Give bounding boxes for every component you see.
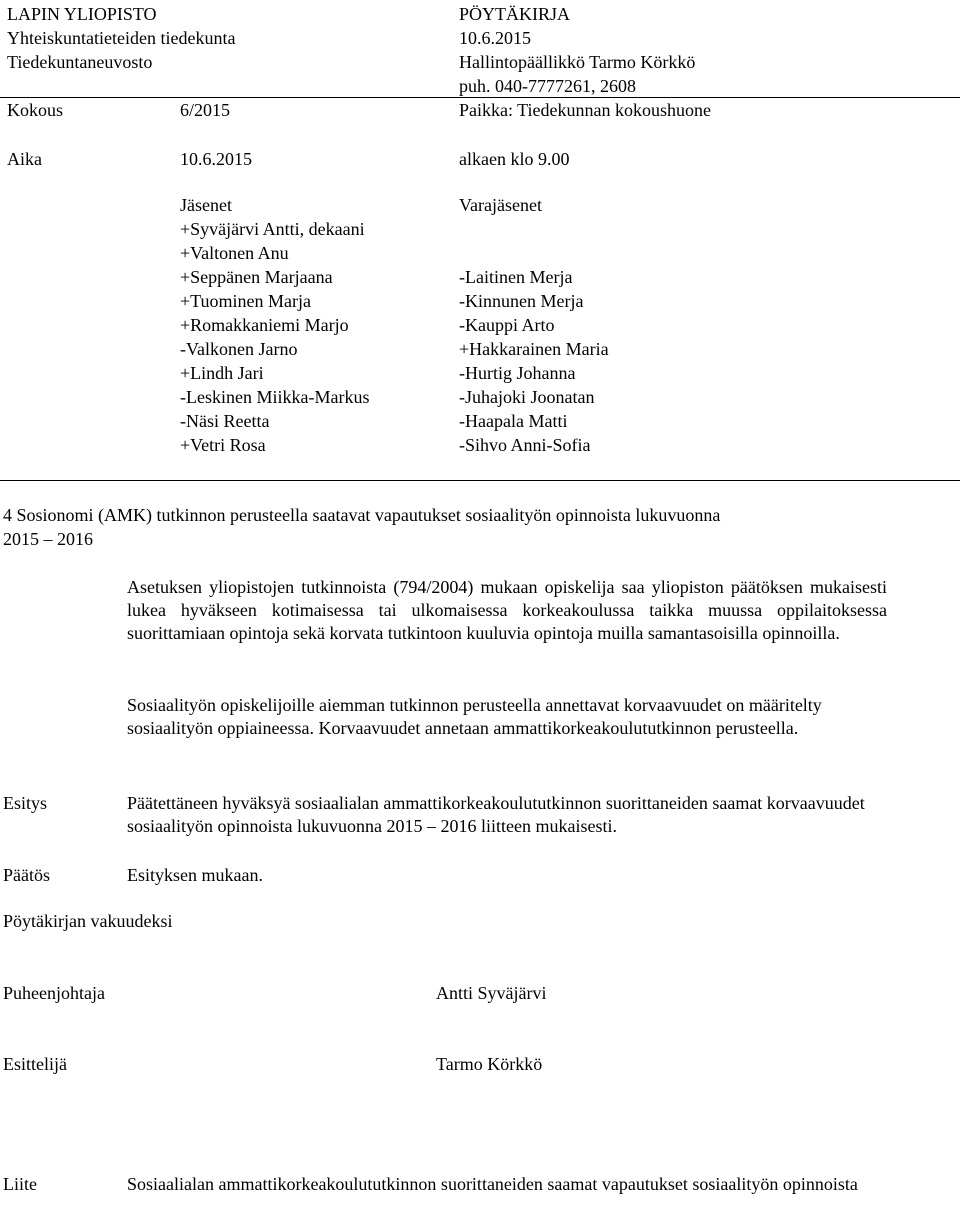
deputy-item: -Kauppi Arto: [459, 315, 555, 335]
member-item: +Syväjärvi Antti, dekaani: [180, 219, 365, 239]
background-paragraph-2: Sosiaalityön opiskelijoille aiemman tutkinnon perusteella annettavat korvaavuudet on määritelty sosiaalityön oppiaineessa. Korvaavuudet annetaan ammattikorkeakoulututkinnon perusteella.: [127, 695, 822, 738]
item-title: 4 Sosionomi (AMK) tutkinnon perusteella saatavat vapautukset sosiaalityön opinnoista lukuvuonna: [3, 505, 721, 525]
kokous-value: 6/2015: [180, 100, 231, 120]
deputy-item: -Sihvo Anni-Sofia: [459, 435, 591, 455]
presenter-name: Tarmo Körkkö: [436, 1054, 543, 1074]
item-title-years: 2015 – 2016: [3, 529, 93, 549]
chair-label: Puheenjohtaja: [3, 983, 105, 1003]
member-item: +Lindh Jari: [180, 363, 264, 383]
member-item: +Vetri Rosa: [180, 435, 266, 455]
presenter-label: Esittelijä: [3, 1054, 67, 1074]
background-paragraph-1: Asetuksen yliopistojen tutkinnoista (794/2004) mukaan opiskelija saa yliopiston päätöksen mukaisesti lukea hyväkseen kotimaisessa tai ulkomaisessa korkeakoulussa taikka muussa oppilaitoksessa suorittamiaan opintoja sekä korvata tutkintoon kuuluvia opintoja muilla samantasoisilla opinnoilla.: [127, 577, 887, 643]
attachment-text: Sosiaalialan ammattikorkeakoulututkinnon suorittaneiden saamat vapautukset sosiaalityön opinnoista: [127, 1174, 858, 1194]
deputies-heading: Varajäsenet: [459, 195, 542, 215]
esitys-text: Päätettäneen hyväksyä sosiaalialan ammattikorkeakoulututkinnon suorittaneiden saamat korvaavuudet sosiaalityön opinnoista lukuvuonna 2015 – 2016 liitteen mukaisesti.: [127, 793, 865, 836]
member-item: +Seppänen Marjaana: [180, 267, 333, 287]
members-divider: [0, 480, 960, 481]
document-date: 10.6.2015: [459, 28, 531, 48]
member-item: -Leskinen Miikka-Markus: [180, 387, 370, 407]
university-name: LAPIN YLIOPISTO: [7, 4, 157, 24]
aika-value: 10.6.2015: [180, 149, 252, 169]
chair-name: Antti Syväjärvi: [436, 983, 547, 1003]
contact-name: Hallintopäällikkö Tarmo Körkkö: [459, 52, 696, 72]
member-item: -Valkonen Jarno: [180, 339, 298, 359]
contact-phone: puh. 040-7777261, 2608: [459, 76, 636, 96]
deputy-item: -Laitinen Merja: [459, 267, 573, 287]
council-name: Tiedekuntaneuvosto: [7, 52, 153, 72]
esitys-label: Esitys: [3, 793, 48, 813]
member-item: +Tuominen Marja: [180, 291, 311, 311]
member-item: +Romakkaniemi Marjo: [180, 315, 349, 335]
document-type: PÖYTÄKIRJA: [459, 4, 571, 24]
deputy-item: -Haapala Matti: [459, 411, 568, 431]
signatures-heading: Pöytäkirjan vakuudeksi: [3, 911, 173, 931]
members-heading: Jäsenet: [180, 195, 232, 215]
deputy-item: +Hakkarainen Maria: [459, 339, 609, 359]
meeting-place: Paikka: Tiedekunnan kokoushuone: [459, 100, 711, 120]
kokous-label: Kokous: [7, 100, 64, 120]
member-item: +Valtonen Anu: [180, 243, 289, 263]
paatos-text: Esityksen mukaan.: [127, 865, 263, 885]
deputy-item: -Hurtig Johanna: [459, 363, 576, 383]
faculty-name: Yhteiskuntatieteiden tiedekunta: [7, 28, 236, 48]
attachment-label: Liite: [3, 1174, 37, 1194]
header-divider: [0, 97, 960, 98]
member-item: -Näsi Reetta: [180, 411, 270, 431]
start-time: alkaen klo 9.00: [459, 149, 570, 169]
paatos-label: Päätös: [3, 865, 50, 885]
deputy-item: -Kinnunen Merja: [459, 291, 584, 311]
deputy-item: -Juhajoki Joonatan: [459, 387, 595, 407]
aika-label: Aika: [7, 149, 42, 169]
